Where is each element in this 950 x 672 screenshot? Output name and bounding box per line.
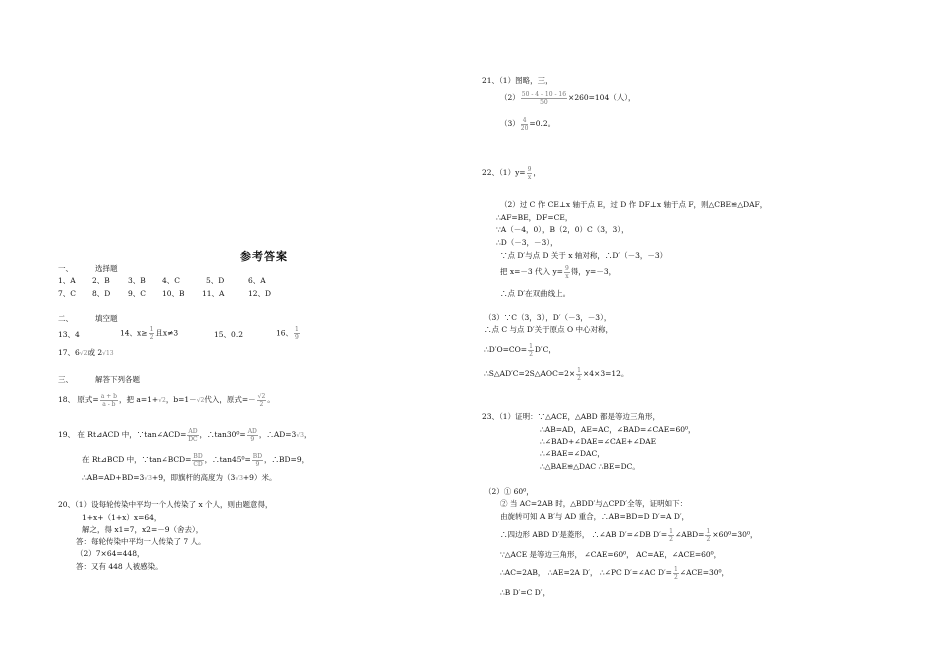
- q22-line12: ∴S△AD′C=2S△AOC=2× $\frac{1}{2}$ ×4×3=12。: [484, 366, 629, 382]
- q23-line6: （2）① 60⁰，: [484, 487, 534, 496]
- q22-line4: ∵A（－4，0），B（2，0）C（3，3），: [496, 225, 629, 234]
- q22-line7: 把 x=－3 代入 y= $\frac{9}{x}$ 得，y=－3，: [500, 264, 617, 280]
- section2-heading: 二、 填空题: [58, 314, 118, 323]
- q22-line6: ∵点 D′与点 D 关于 x 轴对称，∴D′（－3，－3）: [500, 251, 668, 260]
- q20-line3: 解之，得 x1=7，x2=－9（舍去），: [82, 525, 204, 534]
- q23-line12: ∴B D′=C D′，: [500, 588, 551, 597]
- q19-line2: 在 Rt⊿BCD 中，∵tan∠BCD= $\frac{BD}{CD}$ ，∴tan45⁰= $\frac{BD}{9}$ ，∴BD=9，: [82, 452, 310, 468]
- q22-line8: ∴点 D′在双曲线上。: [500, 289, 571, 298]
- section3-heading: 三、 解答下列各题: [58, 375, 140, 384]
- q19-line3: ∴AB=AD+BD=3√3+9，即旗杆的高度为（3√3+9）米。: [82, 473, 277, 482]
- q20-line1: 20、（1）设每轮传染中平均一个人传染了 x 个人，则由题意得，: [58, 500, 273, 509]
- q20-line2: 1+x+（1+x）x=64，: [82, 513, 162, 522]
- q20-line5: （2）7×64=448，: [76, 549, 145, 558]
- q21-line1: 21、（1）图略，三，: [482, 76, 553, 85]
- q22-line10: ∴点 C 与点 D′关于原点 O 中心对称，: [484, 325, 614, 334]
- q23-line1: 23、（1）证明：∵△ACE，△ABD 都是等边三角形，: [482, 412, 661, 421]
- q19-line1: 19、 在 Rt⊿ACD 中，∵tan∠ACD= $\frac{AD}{DC}$ ，∴tan30⁰= $\frac{AD}{9}$ ，∴AD=3√3，: [58, 427, 312, 443]
- q23-line10: ∵△ACE 是等边三角形， ∠CAE=60⁰， AC=AE，∠ACE=60⁰，: [500, 550, 722, 559]
- q22-line9: （3）∵C（3，3），D′（－3，－3），: [484, 313, 612, 322]
- q23-line11: ∴AC=2AB， ∴AE=2A D′， ∴∠PC D′=∠AC D′= $\frac{1}{2}$ ∠ACE=30⁰，: [500, 565, 730, 581]
- q23-line4: ∴∠BAE=∠DAC，: [540, 449, 605, 458]
- q20-line4: 答：每轮传染中平均一人传染了 7 人。: [76, 537, 206, 546]
- q21-line3: （3） $\frac{4}{20}$ =0.2。: [500, 116, 556, 132]
- q21-line2: （2） $\frac{50 - 4 - 10 - 16}{50}$ ×260=104（人），: [500, 90, 636, 106]
- q23-line5: ∴△BAE≌△DAC ∴BE=DC。: [540, 462, 640, 471]
- q23-line9: ∴四边形 ABD D′是菱形， ∴∠AB D′=∠DB D′= $\frac{1}{2}$ ∠ABD= $\frac{1}{2}$ ×60⁰=30⁰，: [500, 527, 758, 543]
- fill-row-2: 17、6√2或 2√13: [58, 348, 114, 357]
- q23-line3: ∴∠BAD+∠DAE=∠CAE+∠DAE: [540, 437, 657, 446]
- page-title: 参考答案: [240, 250, 288, 263]
- q22-line3: ∴AF=BE，DF=CE，: [496, 213, 573, 222]
- q20-line6: 答：又有 448 人被感染。: [76, 562, 163, 571]
- q22-line11: ∴D′O=CO= $\frac{1}{2}$ D′C，: [484, 342, 556, 358]
- q22-line2: （2）过 C 作 CE⊥x 轴于点 E，过 D 作 DF⊥x 轴于点 F，则△CBE≌△DAF，: [500, 200, 768, 209]
- q22-line5: ∴D（－3，－3），: [496, 238, 558, 247]
- q18: 18、 原式= $\frac{a + b}{a - b}$ ，把 a=1+√2，b=1－√2代入，原式=－ $\frac{√2}{2}$ 。: [58, 392, 275, 408]
- q23-line2: ∴AB=AD，AE=AC，∠BAD=∠CAE=60⁰，: [540, 425, 696, 434]
- section1-heading: 一、 选择题: [58, 264, 118, 273]
- q22-line1: 22、（1）y= $\frac{9}{x}$ ，: [482, 165, 541, 181]
- q23-line7: ② 当 AC=2AB 时，△BDD′与△CPD′全等，证明如下：: [500, 499, 688, 508]
- q23-line8: 由旋转可知 A B′与 AD 重合，∴AB=BD=D D′=A D′，: [500, 512, 690, 521]
- fraction: $\frac{1}{2}$: [149, 326, 154, 341]
- fraction: $\frac{1}{9}$: [295, 326, 299, 341]
